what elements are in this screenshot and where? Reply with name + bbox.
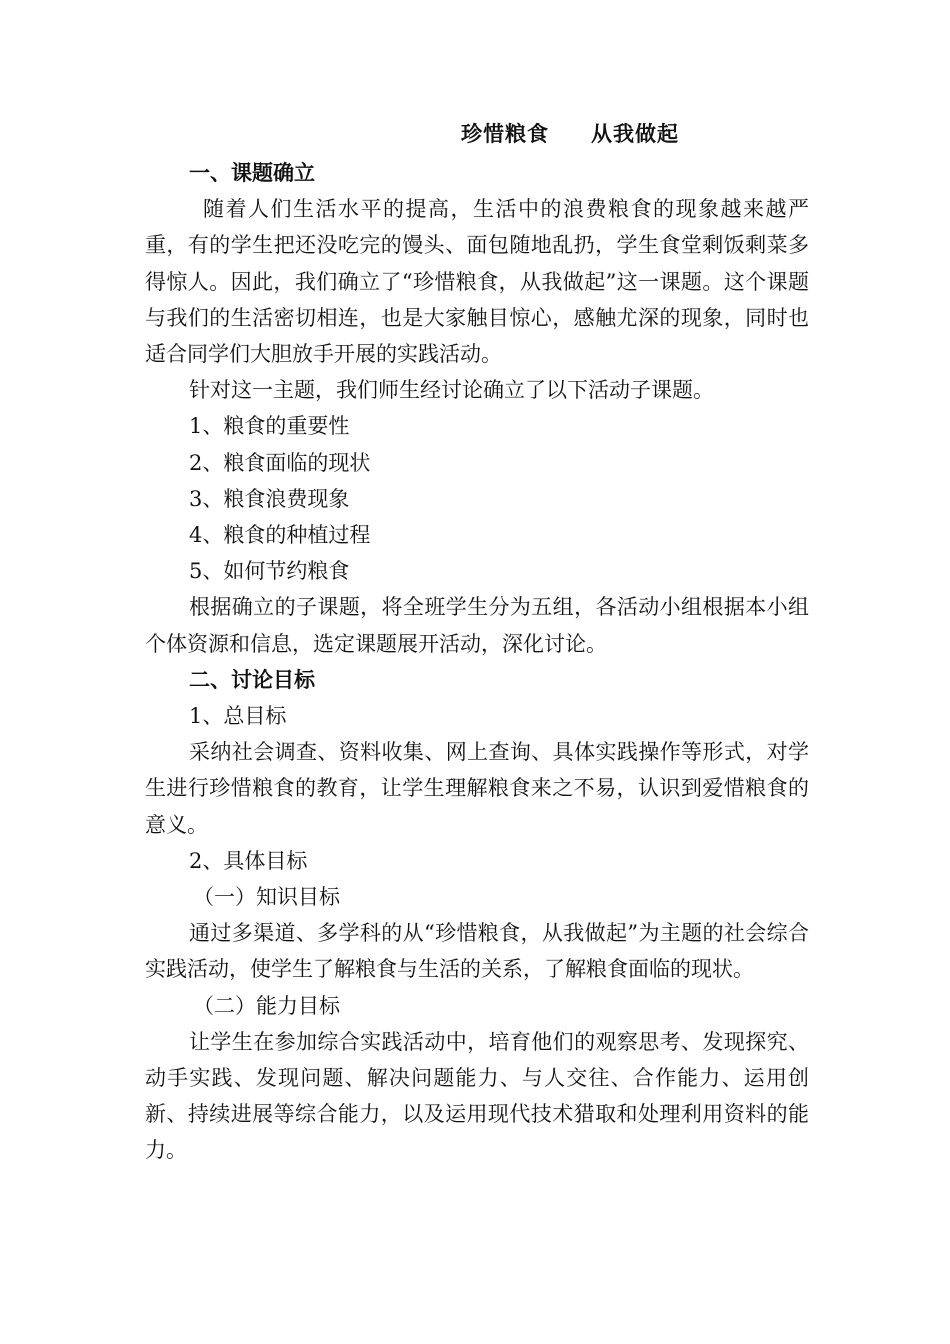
knowledge-goal-heading: （一）知识目标 <box>193 885 340 910</box>
goal-1-text: 采纳社会调查、资料收集、网上查询、具体实践操作等形式，对学生进行珍惜粮食的教育，让学生理解粮食来之不易，认识到爱惜粮食的意义。 <box>145 740 809 837</box>
subtopic-item: 3、粮食浪费现象 <box>189 486 350 511</box>
ability-goal-text: 让学生在参加综合实践活动中，培育他们的观察思考、发现探究、动手实践、发现问题、解决问题能力、与人交往、合作能力、运用创新、持续进展等综合能力，以及运用现代技术猎取和处理利用资料的能力。 <box>145 1029 809 1163</box>
subtopic-item: 4、粮食的种植过程 <box>189 523 371 548</box>
goal-1-heading: 1、总目标 <box>189 704 287 729</box>
paragraph-3: 根据确立的子课题，将全班学生分为五组，各活动小组根据本小组个体资源和信息，选定课题展开活动，深化讨论。 <box>145 595 809 656</box>
knowledge-goal-text: 通过多渠道、多学科的从“珍惜粮食，从我做起”为主题的社会综合实践活动，使学生了解粮食与生活的关系，了解粮食面临的现状。 <box>145 921 809 982</box>
paragraph-1: 随着人们生活水平的提高，生活中的浪费粮食的现象越来越严重，有的学生把还没吃完的馒头、面包随地乱扔，学生食堂剩饭剩菜多得惊人。因此，我们确立了“珍惜粮食，从我做起”这一课题。这个课题与我们的生活密切相连，也是大家触目惊心，感触尤深的现象，同时也适合同学们大胆放手开展的实践活动。 <box>145 197 809 367</box>
subtopic-item: 1、粮食的重要性 <box>189 414 350 439</box>
title-part-2: 从我做起 <box>591 121 679 146</box>
subtopic-item: 5、如何节约粮食 <box>189 559 350 584</box>
section-1-heading: 一、课题确立 <box>189 160 315 185</box>
goal-2-heading: 2、具体目标 <box>189 848 308 873</box>
section-2-heading: 二、讨论目标 <box>189 666 315 692</box>
ability-goal-heading: （二）能力目标 <box>193 993 340 1018</box>
document-body <box>145 155 809 1169</box>
title-part-1: 珍惜粮食 <box>461 121 549 146</box>
paragraph-2: 针对这一主题，我们师生经讨论确立了以下活动子课题。 <box>189 378 714 403</box>
document-title <box>0 118 950 148</box>
subtopic-item: 2、粮食面临的现状 <box>189 450 371 475</box>
